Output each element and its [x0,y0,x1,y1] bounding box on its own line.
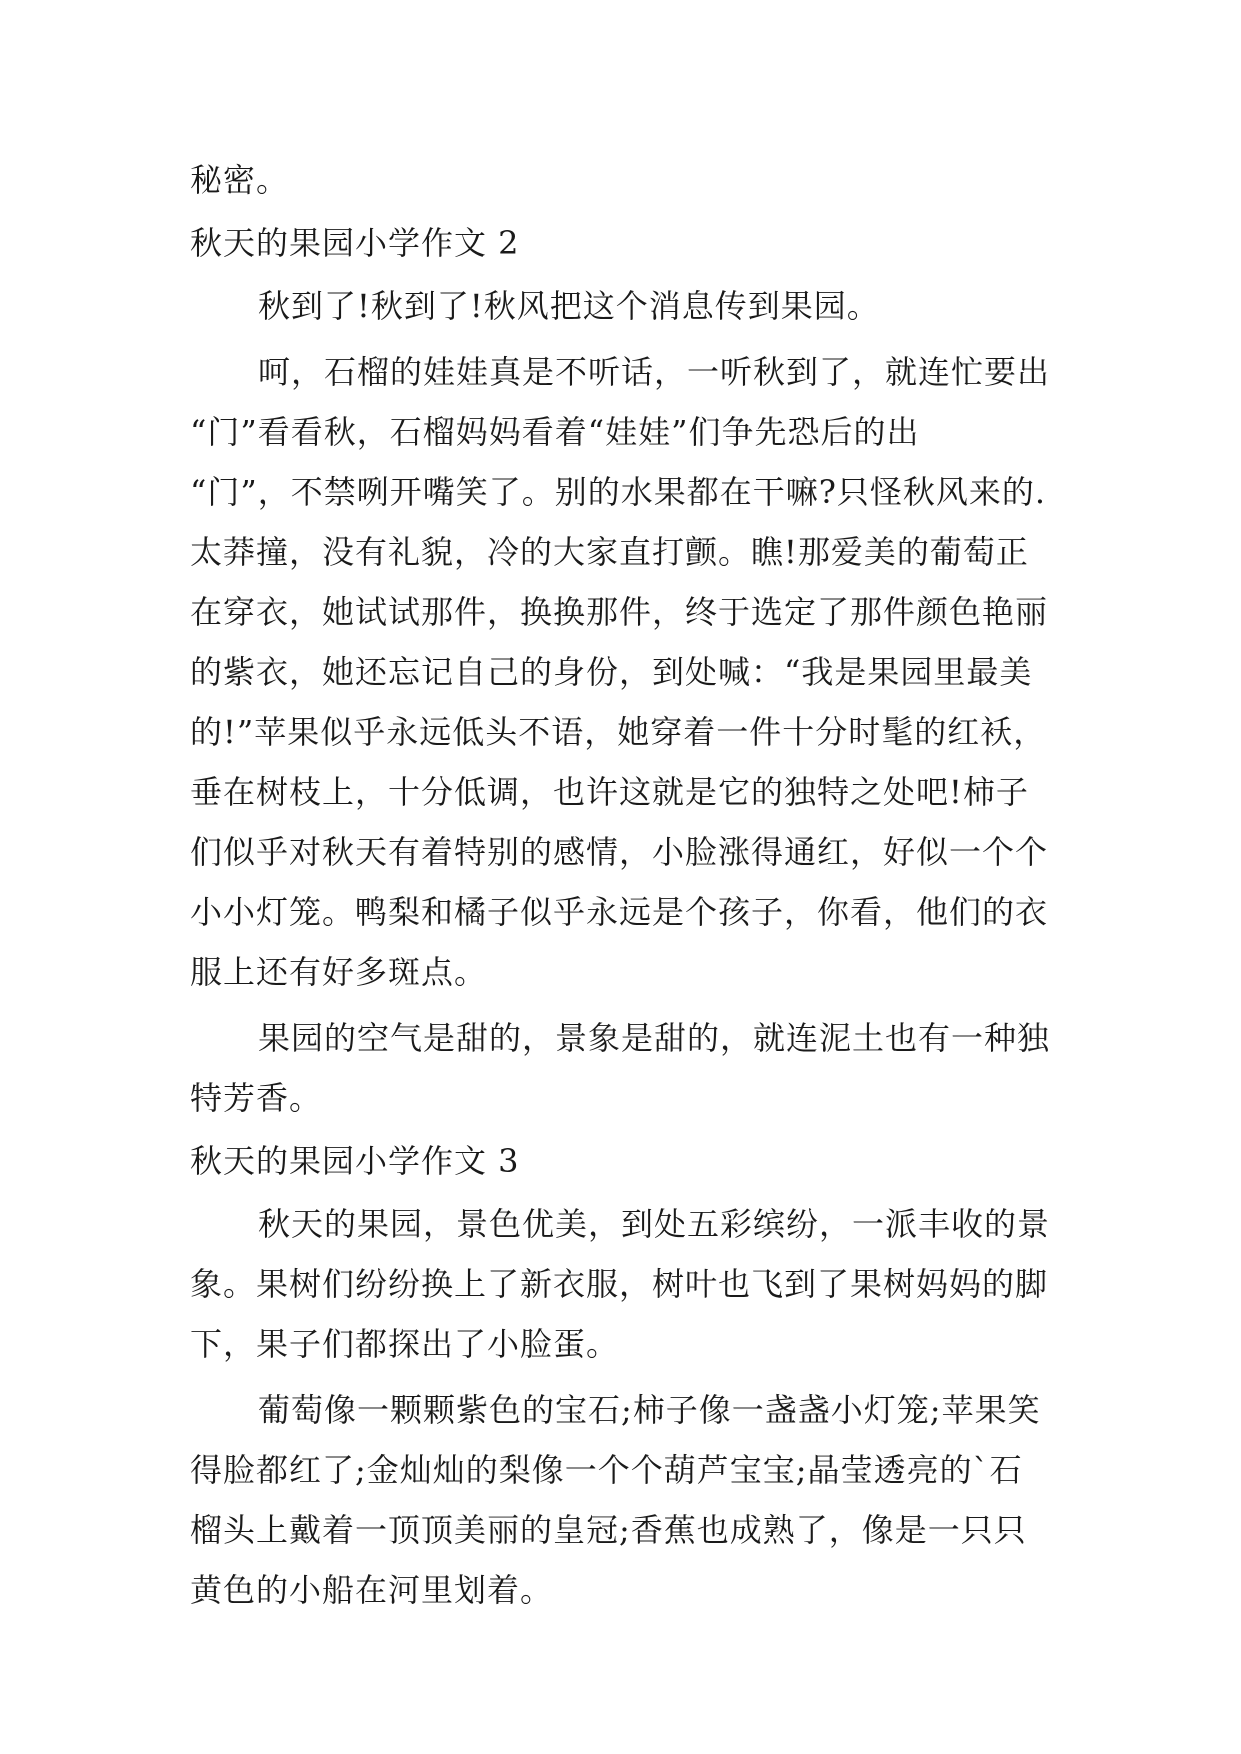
section-2-paragraph-2 [190,342,1060,1002]
text-line: 得脸都红了;金灿灿的梨像一个个葫芦宝宝;晶莹透亮的`石 [190,1451,1023,1489]
opening-fragment: 秘密。 [190,161,290,199]
text-line: 们似乎对秋天有着特别的感情，小脸涨得通红，好似一个个 [190,833,1049,871]
text-line: 榴头上戴着一顶顶美丽的皇冠;香蕉也成熟了，像是一只只 [190,1511,1027,1549]
section-2-paragraph-1 [190,276,1060,336]
text-line: 黄色的小船在河里划着。 [190,1571,554,1609]
text-line: 的!”苹果似乎永远低头不语，她穿着一件十分时髦的红袄， [190,713,1047,751]
text-line: 秋天的果园，景色优美，到处五彩缤纷，一派丰收的景 [258,1205,1051,1243]
text-line: 小小灯笼。鸭梨和橘子似乎永远是个孩子，你看，他们的衣 [190,893,1049,931]
text-line: 呵，石榴的娃娃真是不听话，一听秋到了，就连忙要出 [258,353,1051,391]
section-2-paragraph-3 [190,1008,1060,1128]
section-3-paragraph-2 [190,1380,1060,1620]
text-line: 太莽撞，没有礼貌，冷的大家直打颤。瞧!那爱美的葡萄正 [190,533,1029,571]
text-line: 特芳香。 [190,1079,323,1117]
text-line: 的紫衣，她还忘记自己的身份，到处喊：“我是果园里最美 [190,653,1033,691]
section-3-title: 秋天的果园小学作文 3 [190,1142,520,1180]
text-line: 秋到了!秋到了!秋风把这个消息传到果园。 [258,287,880,325]
text-line: “门”，不禁咧开嘴笑了。别的水果都在干嘛?只怪秋风来的. [190,473,1047,511]
text-line: 服上还有好多斑点。 [190,953,488,991]
text-line: “门”看看秋，石榴妈妈看着“娃娃”们争先恐后的出 [190,413,920,451]
section-2-title: 秋天的果园小学作文 2 [190,224,520,262]
text-line: 果园的空气是甜的，景象是甜的，就连泥土也有一种独 [258,1019,1051,1057]
text-line: 象。果树们纷纷换上了新衣服，树叶也飞到了果树妈妈的脚 [190,1265,1049,1303]
text-line: 下，果子们都探出了小脸蛋。 [190,1325,620,1363]
document-body [190,150,1060,1620]
text-line: 在穿衣，她试试那件，换换那件，终于选定了那件颜色艳丽 [190,593,1049,631]
text-line: 葡萄像一颗颗紫色的宝石;柿子像一盏盏小灯笼;苹果笑 [258,1391,1041,1429]
text-line: 垂在树枝上，十分低调，也许这就是它的独特之处吧!柿子 [190,773,1029,811]
section-3-paragraph-1 [190,1194,1060,1374]
